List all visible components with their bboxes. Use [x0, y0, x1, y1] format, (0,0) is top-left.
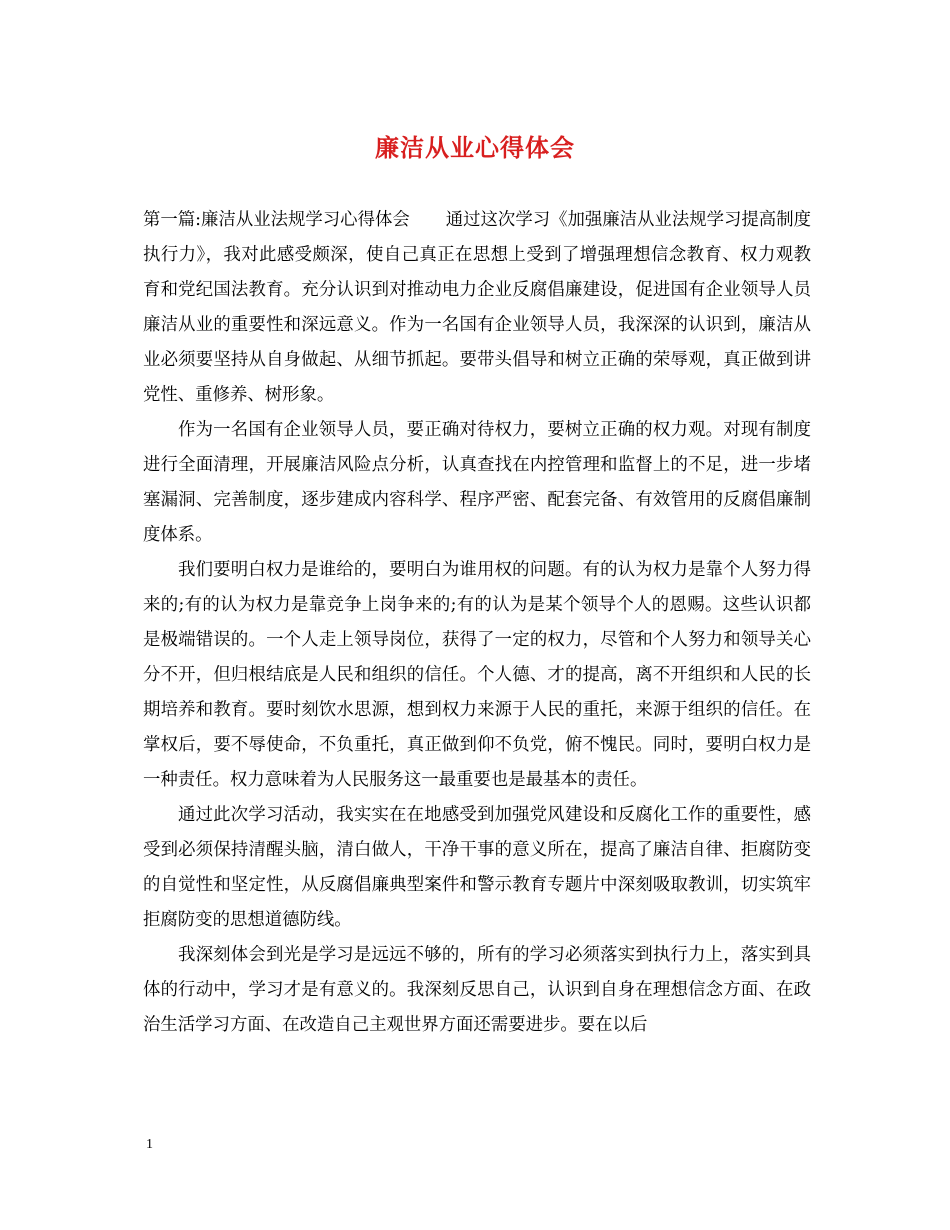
- paragraph-2: 作为一名国有企业领导人员，要正确对待权力，要树立正确的权力观。对现有制度进行全面清理，开展廉洁风险点分析，认真查找在内控管理和监督上的不足，进一步堵塞漏洞、完善制度，逐步建成内容科学、程序严密、配套完备、有效管用的反腐倡廉制度体系。: [143, 420, 811, 545]
- paragraph-1: [143, 203, 811, 413]
- paragraph-1-text: 通过这次学习《加强廉洁从业法规学习提高制度执行力》，我对此感受颇深，使自己真正在思想上受到了增强理想信念教育、权力观教育和党纪国法教育。充分认识到对推动电力企业反腐倡廉建设，促进国有企业领导人员廉洁从业的重要性和深远意义。作为一名国有企业领导人员，我深深的认识到，廉洁从业必须要坚持从自身做起、从细节抓起。要带头倡导和树立正确的荣辱观，真正做到讲党性、重修养、树形象。: [143, 210, 811, 405]
- paragraph-5: 我深刻体会到光是学习是远远不够的，所有的学习必须落实到执行力上，落实到具体的行动中，学习才是有意义的。我深刻反思自己，认识到自身在理想信念方面、在政治生活学习方面、在改造自己主观世界方面还需要进步。要在以后: [143, 945, 811, 1035]
- document-body: [143, 203, 811, 1043]
- page-number: 1: [146, 1137, 153, 1152]
- paragraph-4: 通过此次学习活动，我实实在在地感受到加强党风建设和反腐化工作的重要性，感受到必须保持清醒头脑，清白做人，干净干事的意义所在，提高了廉洁自律、拒腐防变的自觉性和坚定性，从反腐倡廉典型案件和警示教育专题片中深刻吸取教训，切实筑牢拒腐防变的思想道德防线。: [143, 805, 811, 930]
- paragraph-1-heading: 第一篇:廉洁从业法规学习心得体会: [143, 210, 410, 230]
- document-title: 廉洁从业心得体会: [375, 133, 575, 162]
- paragraph-3: 我们要明白权力是谁给的，要明白为谁用权的问题。有的认为权力是靠个人努力得来的;有的认为权力是靠竞争上岗争来的;有的认为是某个领导个人的恩赐。这些认识都是极端错误的。一个人走上领导岗位，获得了一定的权力，尽管和个人努力和领导关心分不开，但归根结底是人民和组织的信任。个人德、才的提高，离不开组织和人民的长期培养和教育。要时刻饮水思源，想到权力来源于人民的重托，来源于组织的信任。在掌权后，要不辱使命，不负重托，真正做到仰不负党，俯不愧民。同时，要明白权力是一种责任。权力意味着为人民服务这一最重要也是最基本的责任。: [143, 560, 811, 790]
